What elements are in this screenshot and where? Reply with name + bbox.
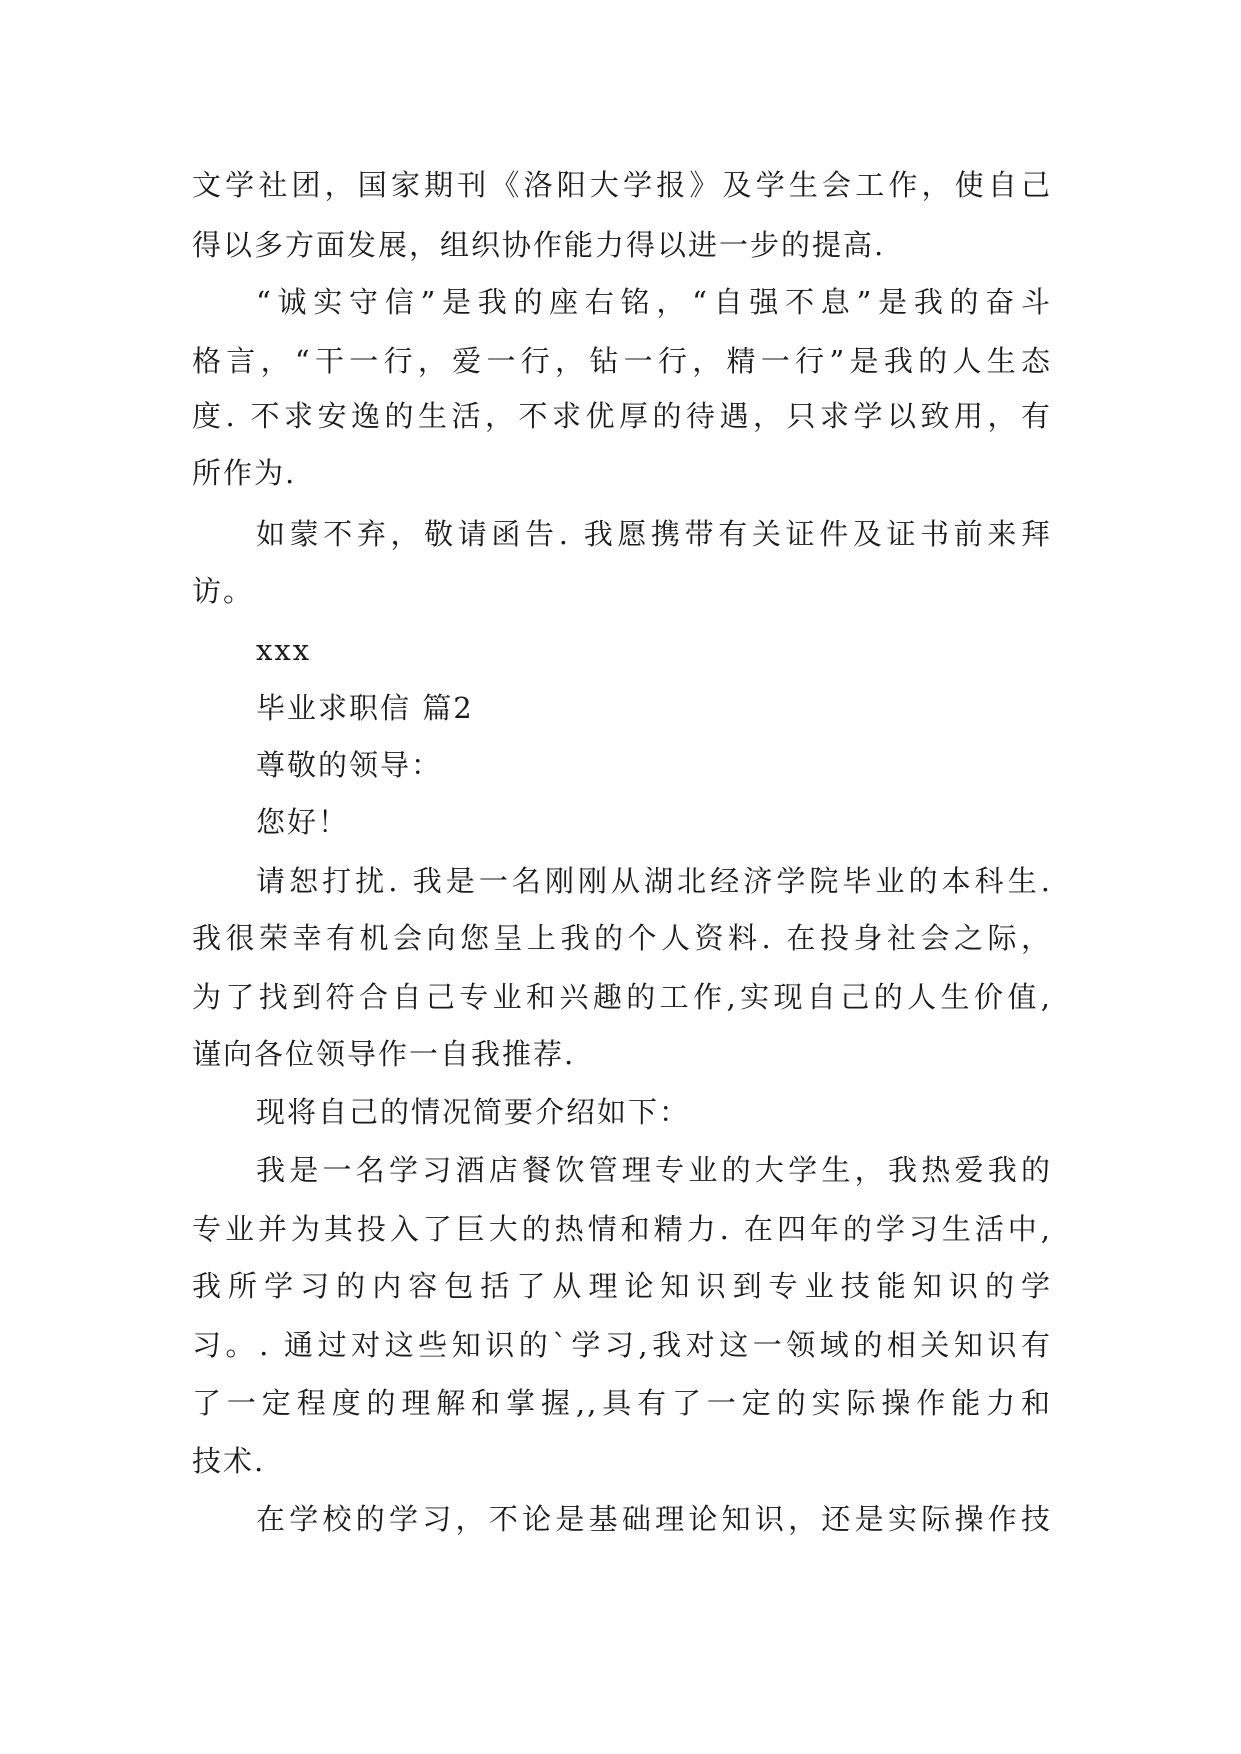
paragraph-start-line: 请恕打扰. 我是一名刚刚从湖北经济学院毕业的本科生.	[256, 864, 1052, 898]
text-line: 文学社团，国家期刊《洛阳大学报》及学生会工作，使自己	[192, 168, 1052, 202]
section-heading: 毕业求职信 篇2	[256, 691, 474, 725]
text-line: 技术.	[192, 1444, 266, 1478]
paragraph-start-line: 我是一名学习酒店餐饮管理专业的大学生，我热爱我的	[256, 1153, 1052, 1187]
text-line: 访。	[192, 574, 255, 608]
paragraph-start-line: “诚实守信”是我的座右铭，“自强不息”是我的奋斗	[256, 285, 1052, 319]
text-line: 专业并为其投入了巨大的热情和精力. 在四年的学习生活中,	[192, 1212, 1052, 1246]
salutation: 尊敬的领导：	[256, 748, 443, 782]
paragraph-start-line: 在学校的学习，不论是基础理论知识，还是实际操作技	[256, 1502, 1052, 1536]
text-line: 所作为.	[192, 456, 297, 490]
text-line: 习。. 通过对这些知识的`学习,我对这一领域的相关知识有	[192, 1328, 1052, 1362]
text-line: 得以多方面发展，组织协作能力得以进一步的提高.	[192, 228, 886, 262]
text-line: 了一定程度的理解和掌握,,具有了一定的实际操作能力和	[192, 1386, 1052, 1420]
text-line: 我很荣幸有机会向您呈上我的个人资料. 在投身社会之际，	[192, 921, 1052, 955]
paragraph-start-line: 如蒙不弃，敬请函告. 我愿携带有关证件及证书前来拜	[256, 517, 1052, 551]
text-line: 为了找到符合自己专业和兴趣的工作,实现自己的人生价值,	[192, 980, 1052, 1014]
paragraph-start-line: 现将自己的情况简要介绍如下：	[256, 1095, 691, 1129]
signature-line: xxx	[256, 633, 312, 667]
text-line: 谨向各位领导作一自我推荐.	[192, 1037, 576, 1071]
text-line: 度. 不求安逸的生活，不求优厚的待遇，只求学以致用，有	[192, 399, 1052, 433]
text-line: 格言，“干一行，爱一行，钻一行，精一行”是我的人生态	[192, 344, 1052, 378]
greeting: 您好！	[256, 805, 350, 839]
text-line: 我所学习的内容包括了从理论知识到专业技能知识的学	[192, 1269, 1052, 1303]
